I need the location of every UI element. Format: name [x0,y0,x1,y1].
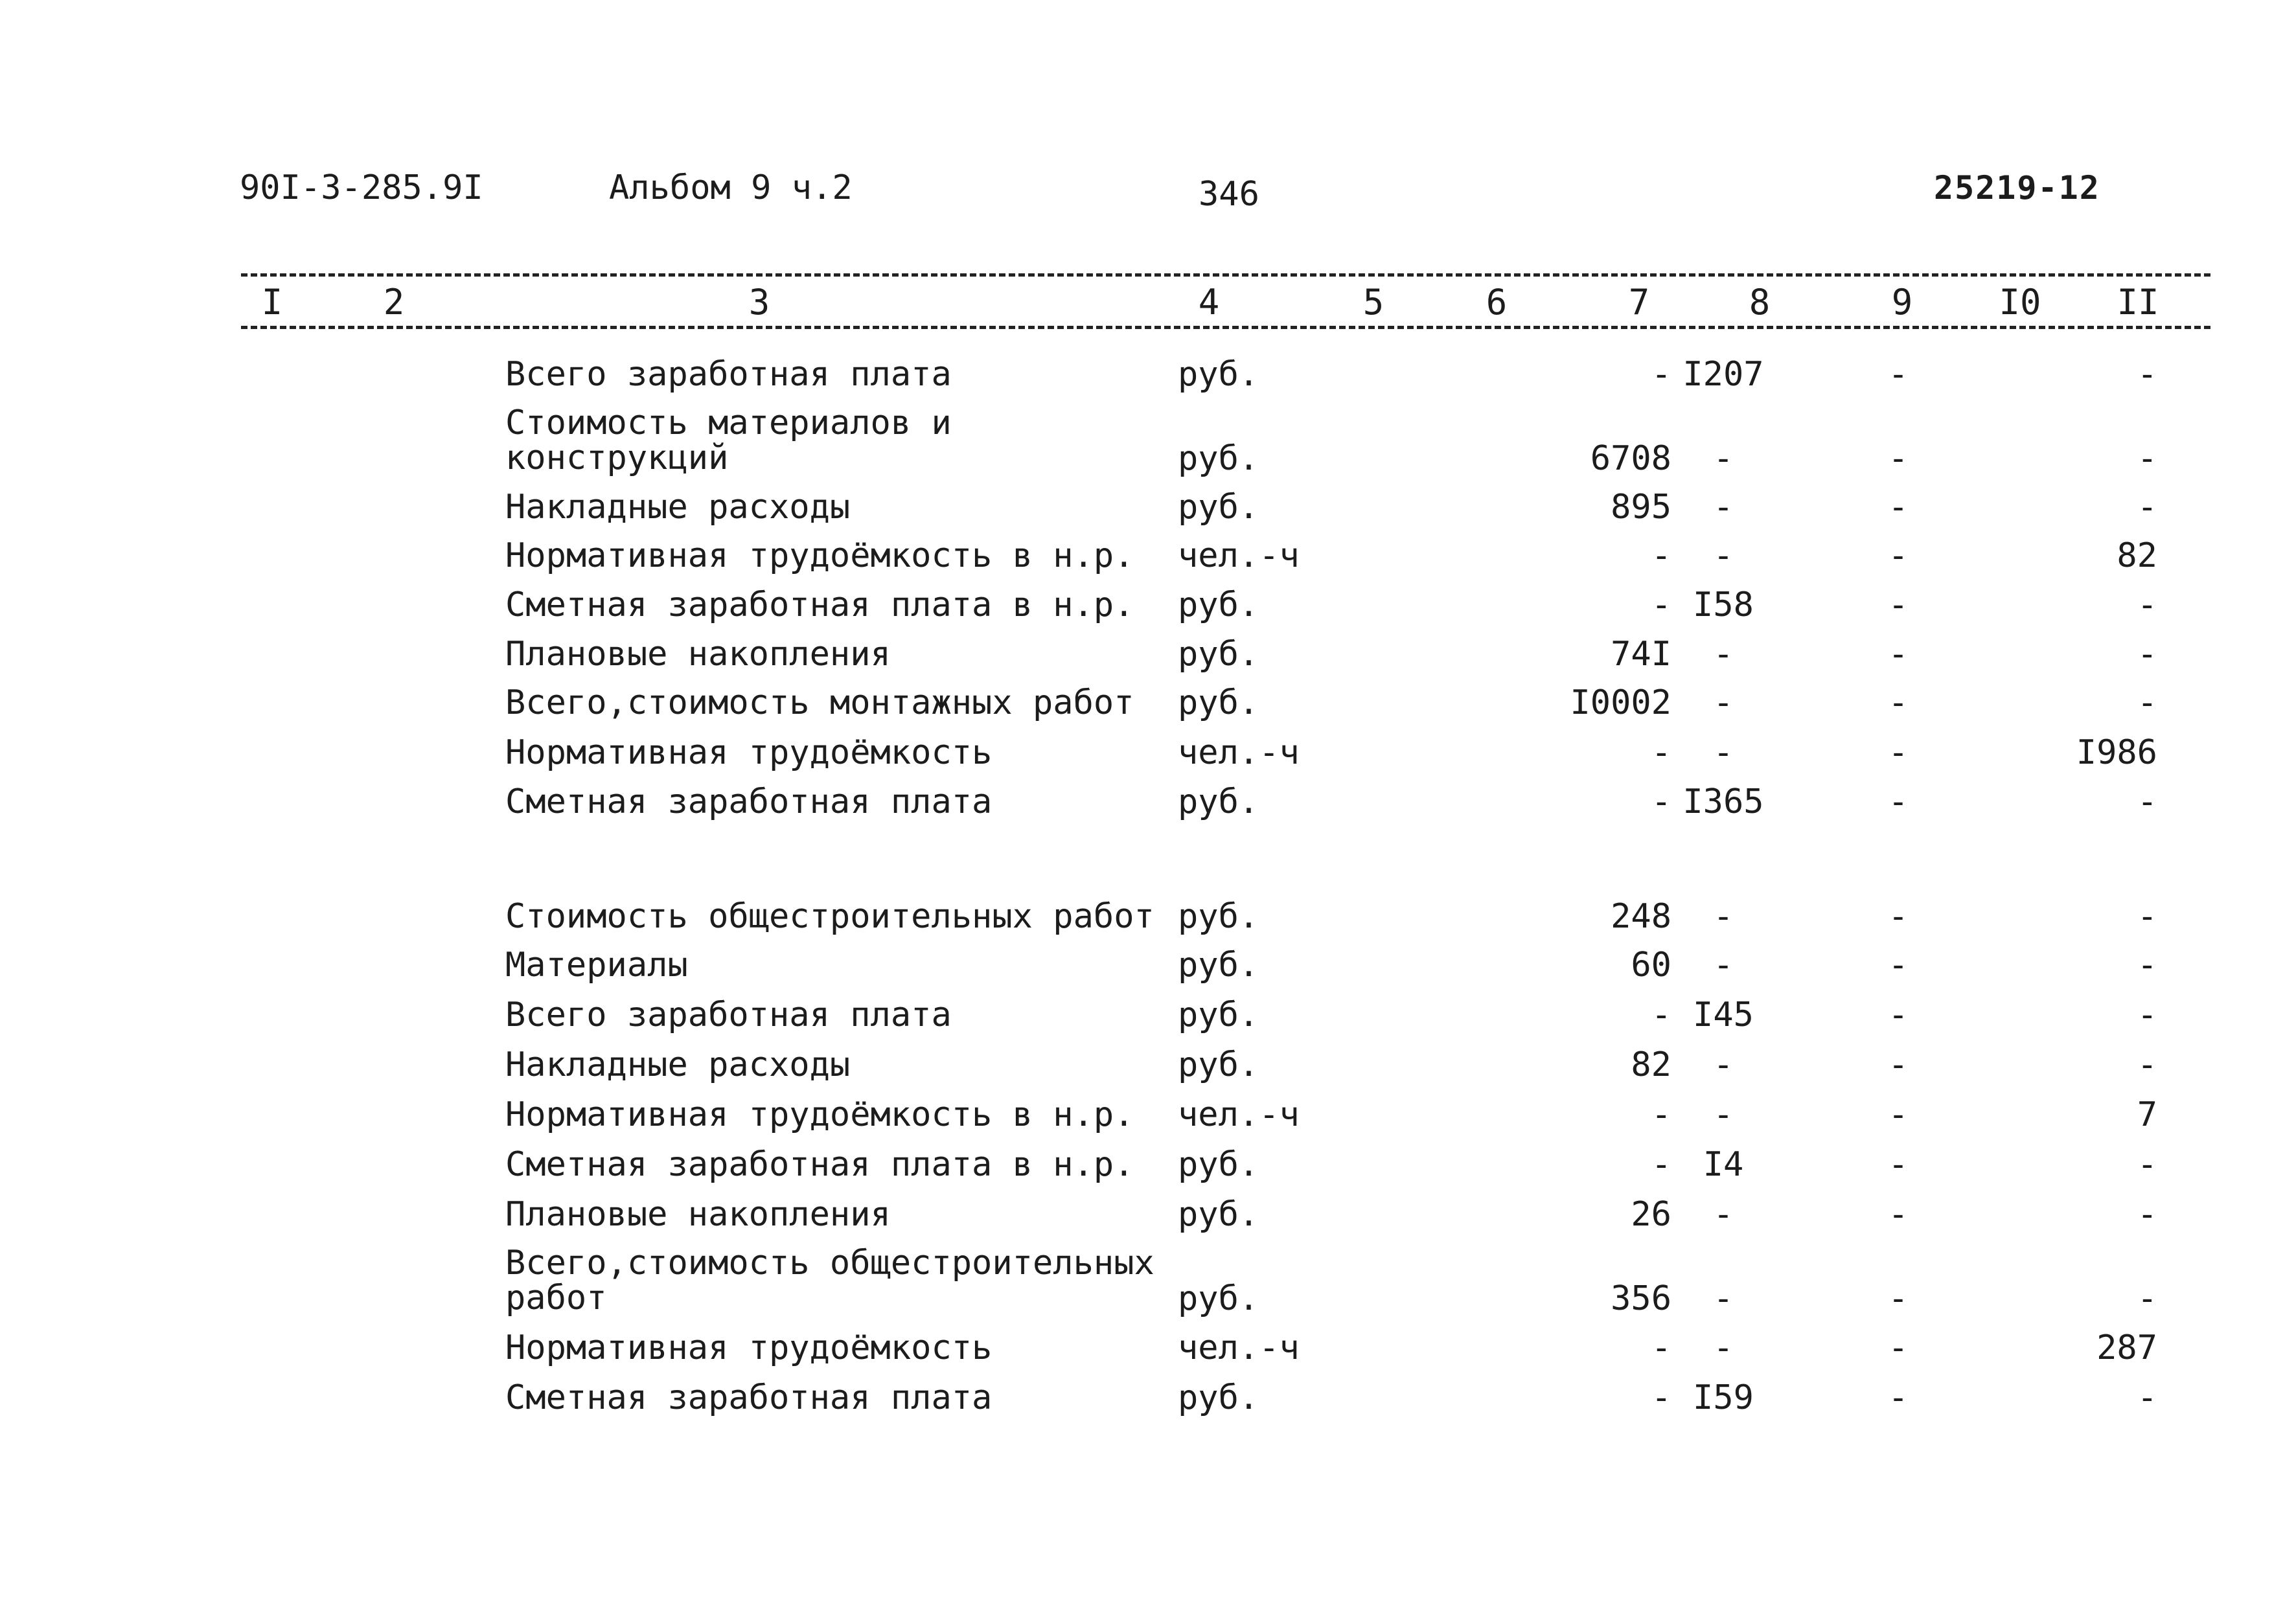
row-col7: - [1651,996,1671,1034]
row-col7: 356 [1611,1279,1671,1318]
row-col11: - [2137,782,2157,821]
row-col8: - [1713,1328,1734,1367]
row-label: Сметная заработная плата в н.р. [505,586,1134,624]
row-col7: 6708 [1590,439,1671,478]
row-col11: - [2137,635,2157,674]
row-col8: - [1713,897,1734,936]
row-col9: - [1888,1378,1909,1417]
row-col9: - [1888,1195,1909,1234]
row-unit: руб. [1178,635,1259,674]
column-number: 2 [383,282,405,323]
row-col11: 287 [2096,1328,2157,1367]
row-col8: - [1713,1195,1734,1234]
column-number: 9 [1891,282,1913,323]
row-col9: - [1888,1328,1909,1367]
row-unit: руб. [1178,1195,1259,1234]
row-col9: - [1888,586,1909,624]
row-col8: - [1713,946,1734,985]
row-col11: - [2137,1378,2157,1417]
row-col7: - [1651,1095,1671,1134]
row-label: Всего заработная плата [505,355,952,394]
row-col8: - [1713,1279,1734,1318]
row-unit: руб. [1178,488,1259,527]
column-number: 4 [1198,282,1220,323]
row-col8: - [1713,733,1734,772]
row-unit: руб. [1178,1378,1259,1417]
row-col8: I59 [1693,1378,1754,1417]
row-col7: 74I [1611,635,1671,674]
row-unit: руб. [1178,1145,1259,1184]
row-label: Всего,стоимость общестроительных работ [505,1244,1154,1317]
row-col9: - [1888,355,1909,394]
row-label: Накладные расходы [505,1045,851,1084]
row-col9: - [1888,683,1909,722]
row-col11: - [2137,683,2157,722]
row-col7: - [1651,782,1671,821]
row-label: Плановые накопления [505,1195,891,1234]
row-unit: чел.-ч [1178,733,1300,772]
row-col8: - [1713,683,1734,722]
row-col7: - [1651,586,1671,624]
row-unit: руб. [1178,355,1259,394]
row-label: Всего заработная плата [505,996,952,1034]
row-col9: - [1888,733,1909,772]
page-number: 346 [1199,175,1259,214]
row-label: Плановые накопления [505,635,891,674]
row-col11: I986 [2076,733,2157,772]
row-label: Сметная заработная плата [505,1378,993,1417]
row-col9: - [1888,1145,1909,1184]
row-unit: руб. [1178,439,1259,478]
row-col11: - [2137,355,2157,394]
row-col9: - [1888,1095,1909,1134]
row-col7: 895 [1611,488,1671,527]
row-label: Нормативная трудоёмкость [505,1328,993,1367]
row-col7: 82 [1631,1045,1671,1084]
row-label: Нормативная трудоёмкость [505,733,993,772]
row-col8: I365 [1682,782,1764,821]
row-col9: - [1888,946,1909,985]
row-col9: - [1888,897,1909,936]
column-number: 5 [1362,282,1384,323]
row-col9: - [1888,1279,1909,1318]
column-number: I0 [1999,282,2041,323]
row-unit: руб. [1178,897,1259,936]
row-col8: - [1713,1095,1734,1134]
row-unit: чел.-ч [1178,1095,1300,1134]
row-col8: - [1713,439,1734,478]
row-col7: - [1651,355,1671,394]
row-col9: - [1888,488,1909,527]
row-col8: - [1713,635,1734,674]
row-col7: - [1651,536,1671,575]
row-label: Нормативная трудоёмкость в н.р. [505,1095,1134,1134]
column-number: 7 [1628,282,1650,323]
row-col8: - [1713,1045,1734,1084]
column-number: 3 [748,282,770,323]
row-col7: - [1651,1328,1671,1367]
row-col7: 26 [1631,1195,1671,1234]
row-label: Сметная заработная плата [505,782,993,821]
row-label: Стоимость общестроительных работ [505,897,1154,936]
row-col9: - [1888,536,1909,575]
row-col9: - [1888,782,1909,821]
row-col7: - [1651,1145,1671,1184]
row-col9: - [1888,635,1909,674]
row-col7: 248 [1611,897,1671,936]
row-unit: руб. [1178,586,1259,624]
row-col7: - [1651,733,1671,772]
row-col7: I0002 [1570,683,1671,722]
row-col7: 60 [1631,946,1671,985]
row-col8: - [1713,488,1734,527]
column-number: I [261,282,283,323]
row-unit: руб. [1178,1045,1259,1084]
row-unit: руб. [1178,1279,1259,1318]
row-col11: - [2137,996,2157,1034]
row-col11: - [2137,1145,2157,1184]
row-col11: 82 [2117,536,2157,575]
row-label: Всего,стоимость монтажных работ [505,683,1134,722]
document-code: 90I-3-285.9I [240,168,483,207]
row-label: Накладные расходы [505,488,851,527]
row-col11: - [2137,439,2157,478]
row-unit: руб. [1178,782,1259,821]
row-col9: - [1888,1045,1909,1084]
row-col8: I207 [1682,355,1764,394]
row-unit: чел.-ч [1178,1328,1300,1367]
row-col9: - [1888,439,1909,478]
column-number: II [2117,282,2159,323]
row-col11: - [2137,946,2157,985]
row-col8: - [1713,536,1734,575]
row-col11: - [2137,586,2157,624]
row-label: Стоимость материалов и конструкций [505,404,952,477]
row-unit: чел.-ч [1178,536,1300,575]
row-col11: - [2137,1195,2157,1234]
row-col11: - [2137,1045,2157,1084]
row-col8: I45 [1693,996,1754,1034]
row-col8: I58 [1693,586,1754,624]
row-label: Сметная заработная плата в н.р. [505,1145,1134,1184]
column-number: 6 [1486,282,1508,323]
row-unit: руб. [1178,996,1259,1034]
row-col8: I4 [1703,1145,1744,1184]
column-number: 8 [1749,282,1771,323]
row-col7: - [1651,1378,1671,1417]
row-col11: 7 [2137,1095,2157,1134]
row-col11: - [2137,897,2157,936]
row-col11: - [2137,1279,2157,1318]
archive-stamp: 25219-12 [1934,169,2100,207]
row-label: Материалы [505,946,688,985]
row-col11: - [2137,488,2157,527]
row-unit: руб. [1178,683,1259,722]
album-label: Альбом 9 ч.2 [609,168,853,207]
row-col9: - [1888,996,1909,1034]
row-label: Нормативная трудоёмкость в н.р. [505,536,1134,575]
row-unit: руб. [1178,946,1259,985]
